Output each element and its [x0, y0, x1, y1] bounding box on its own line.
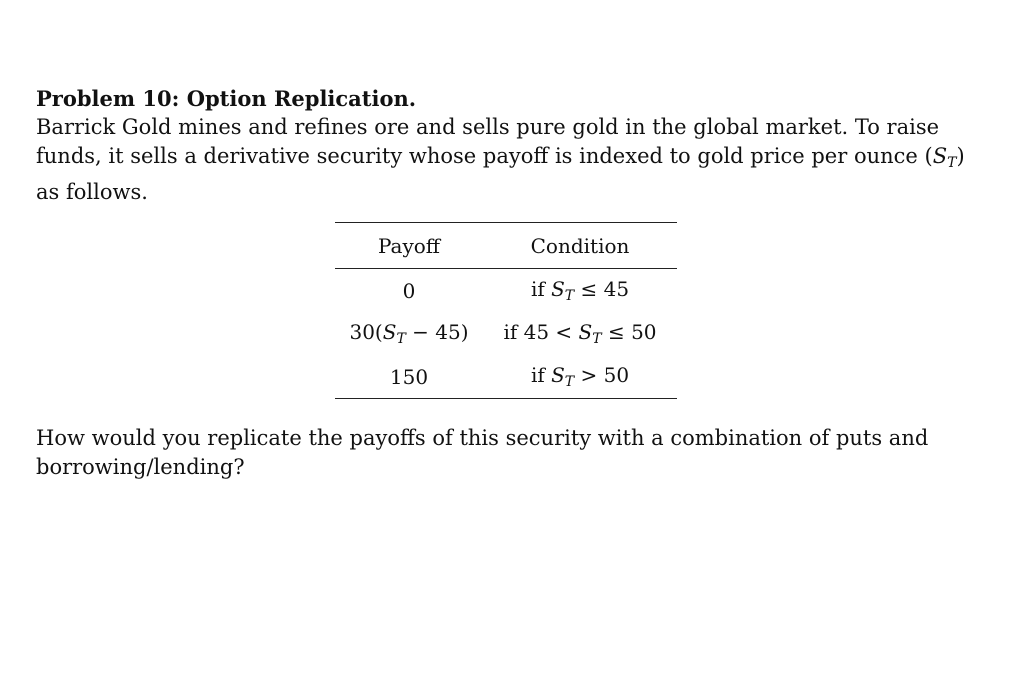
- payoff-cell: [335, 312, 483, 355]
- payoff-variable: S: [382, 320, 397, 344]
- payoff-cell: 150: [389, 364, 429, 389]
- condition-prefix: if: [530, 363, 552, 387]
- payoff-table: [335, 222, 677, 399]
- condition-suffix: ≤ 45: [574, 277, 630, 301]
- payoff-subscript: T: [396, 331, 406, 347]
- condition-cell: [483, 312, 677, 355]
- intro-text: funds, it sells a derivative security whose payoff is indexed to gold price per ounce (: [36, 144, 933, 168]
- problem-statement: [36, 84, 976, 207]
- problem-title: Problem 10: Option Replication.: [36, 86, 417, 111]
- condition-cell: [483, 269, 677, 313]
- table-row: [335, 355, 677, 399]
- question-line-1: How would you replicate the payoffs of this security with a combination of puts and: [36, 426, 929, 450]
- condition-variable: S: [551, 363, 565, 387]
- condition-cell: [483, 355, 677, 399]
- problem-intro-line-3: as follows.: [36, 180, 148, 204]
- condition-subscript: T: [564, 374, 575, 390]
- table-row: [335, 269, 677, 313]
- table-header-row: [335, 223, 677, 269]
- condition-subscript: T: [592, 331, 602, 347]
- price-variable: S: [932, 144, 948, 168]
- header-condition: Condition: [530, 233, 630, 258]
- condition-suffix: ≤ 50: [601, 320, 657, 344]
- header-payoff: Payoff: [377, 233, 441, 258]
- problem-intro-line-1: Barrick Gold mines and refines ore and sells pure gold in the global market. To raise: [36, 115, 940, 139]
- problem-intro-line-2: [36, 142, 976, 178]
- condition-subscript: T: [564, 288, 575, 304]
- condition-prefix: if 45 <: [503, 320, 579, 344]
- condition-prefix: if: [530, 277, 552, 301]
- table-row: [335, 312, 677, 355]
- condition-variable: S: [551, 277, 565, 301]
- payoff-prefix: 30(: [349, 320, 383, 344]
- question-line-2: borrowing/lending?: [36, 455, 245, 479]
- payoff-cell: 0: [402, 278, 416, 303]
- condition-variable: S: [578, 320, 593, 344]
- price-subscript: T: [947, 155, 957, 171]
- question: [36, 424, 976, 482]
- payoff-suffix: − 45): [405, 320, 469, 344]
- condition-suffix: > 50: [574, 363, 630, 387]
- intro-close-paren: ): [956, 144, 965, 168]
